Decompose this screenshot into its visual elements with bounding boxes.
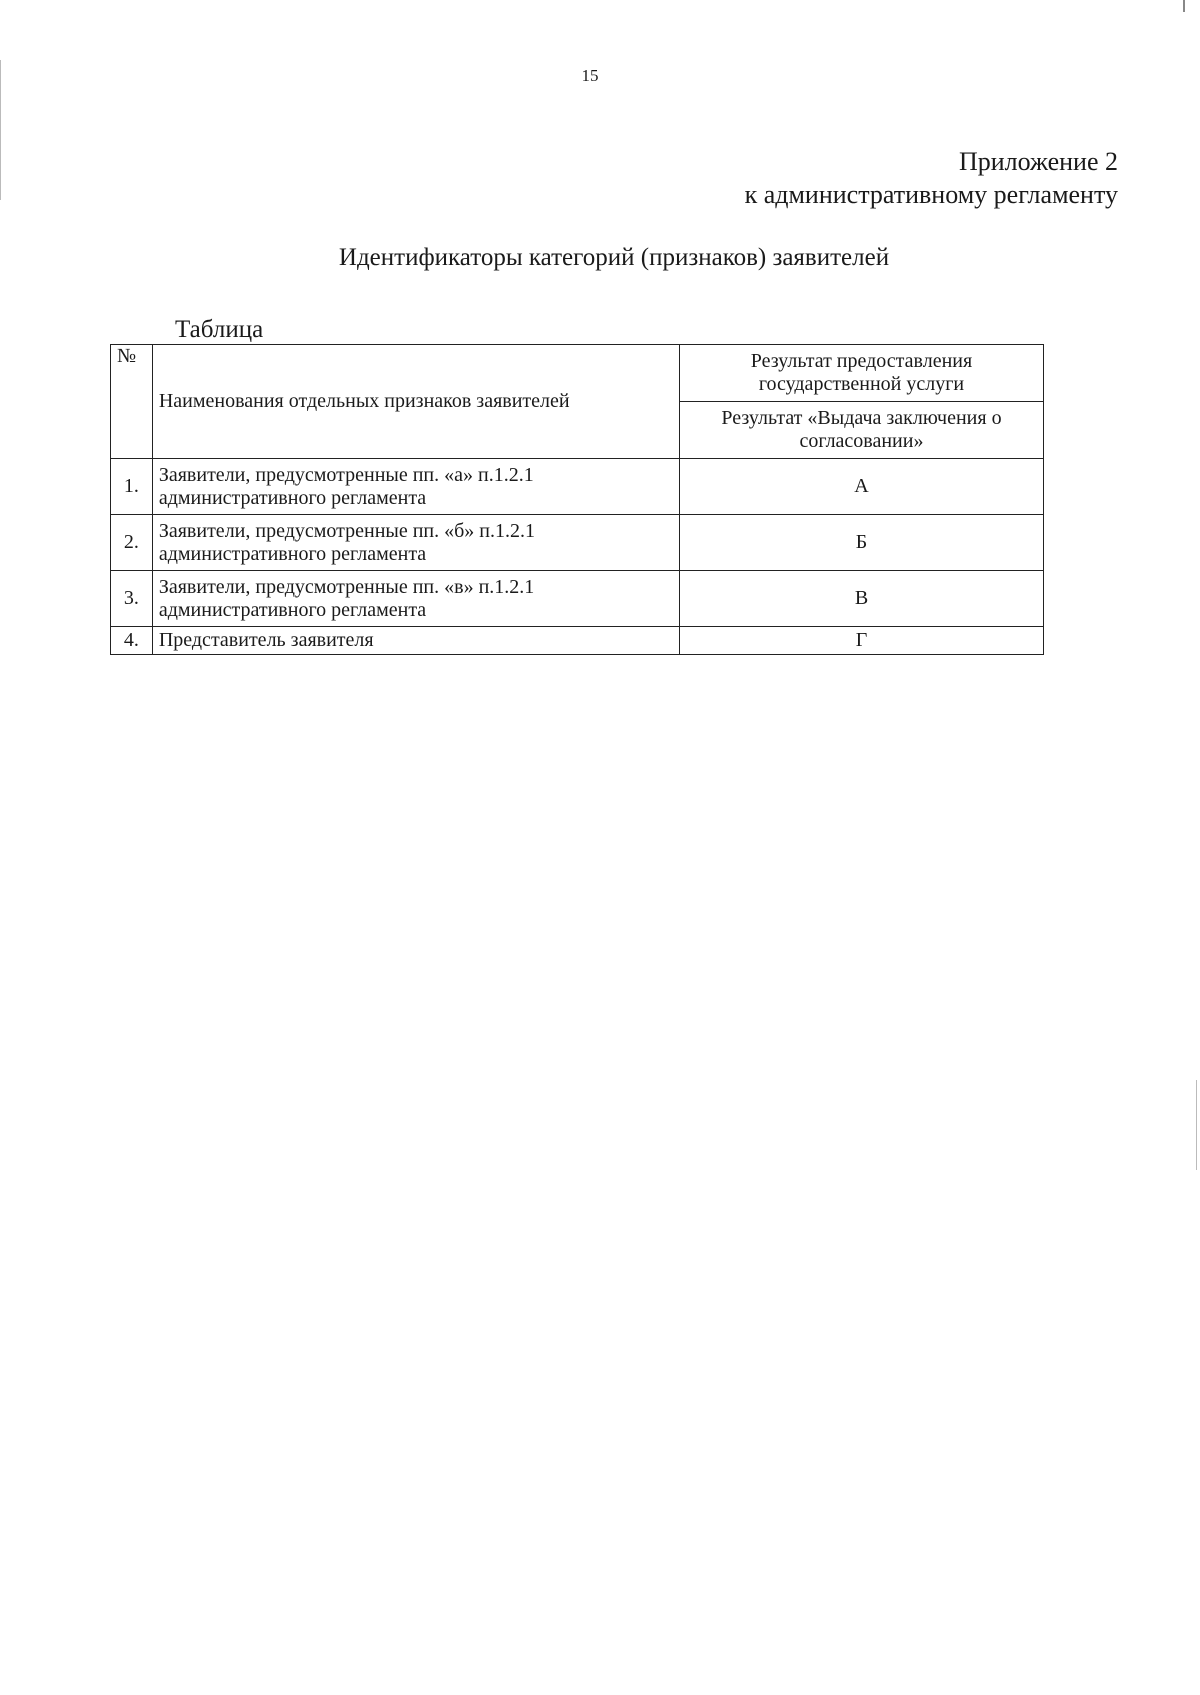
- row-number: 4.: [111, 627, 153, 655]
- appendix-reference: [745, 145, 1118, 211]
- header-result-group: Результат предоставления государственной услуги: [679, 345, 1043, 402]
- row-code: А: [679, 459, 1043, 515]
- scan-artifact: [1196, 1080, 1197, 1170]
- row-name: Заявители, предусмотренные пп. «а» п.1.2.1 административного регламента: [152, 459, 679, 515]
- header-result-sub: Результат «Выдача заключения о согласовании»: [679, 402, 1043, 459]
- row-name: Представитель заявителя: [152, 627, 679, 655]
- appendix-line-1: Приложение 2: [958, 147, 1118, 176]
- row-code: Г: [679, 627, 1043, 655]
- row-name: Заявители, предусмотренные пп. «в» п.1.2.1 административного регламента: [152, 571, 679, 627]
- table-row: [111, 627, 1044, 655]
- table-header-row: [111, 345, 1044, 402]
- row-number: 3.: [111, 571, 153, 627]
- document-title: Идентификаторы категорий (признаков) заявителей: [338, 244, 890, 271]
- page-number: 15: [581, 66, 599, 85]
- table-row: [111, 571, 1044, 627]
- table-row: [111, 459, 1044, 515]
- row-code: Б: [679, 515, 1043, 571]
- scan-artifact: [1183, 0, 1185, 12]
- row-number: 2.: [111, 515, 153, 571]
- row-code: В: [679, 571, 1043, 627]
- table-caption: Таблица: [175, 316, 264, 343]
- appendix-line-2: к административному регламенту: [744, 180, 1118, 209]
- row-name: Заявители, предусмотренные пп. «б» п.1.2.1 административного регламента: [152, 515, 679, 571]
- table-row: [111, 515, 1044, 571]
- scan-artifact: [0, 60, 1, 200]
- identifiers-table: [110, 344, 1044, 655]
- row-number: 1.: [111, 459, 153, 515]
- header-name: Наименования отдельных признаков заявителей: [152, 345, 679, 459]
- header-number: №: [111, 345, 153, 459]
